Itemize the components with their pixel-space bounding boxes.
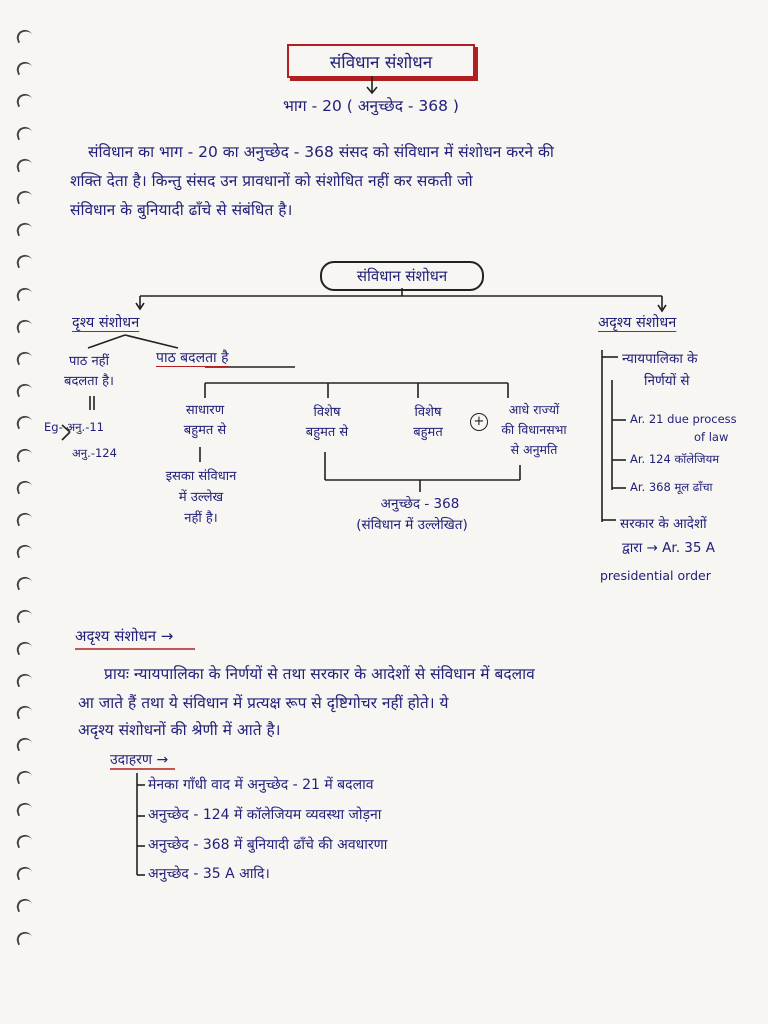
special-majority-line-2: बहुमत से bbox=[305, 425, 349, 440]
presidential-order: presidential order bbox=[600, 568, 711, 583]
page-title: संविधान संशोधन bbox=[329, 52, 433, 73]
section-para-line-2: आ जाते हैं तथा ये संविधान में प्रत्यक्ष रूप से दृष्टिगोचर नहीं होते। ये bbox=[78, 694, 449, 712]
example-art-11: Eg- अनु.-11 bbox=[44, 420, 104, 434]
judiciary-node bbox=[622, 348, 697, 392]
special-majority-line-1: विशेष bbox=[313, 405, 341, 420]
special-majority-node bbox=[282, 403, 372, 443]
intro-line-2: शक्ति देता है। किन्तु संसद उन प्रावधानों को संशोधित नहीं कर सकती जो bbox=[70, 172, 473, 190]
example-item-4: अनुच्छेद - 35 A आदि। bbox=[148, 866, 270, 882]
intro-line-3: संविधान के बुनियादी ढाँचे से संबंधित है। bbox=[70, 201, 293, 219]
ar21-item-cont: of law bbox=[694, 430, 729, 444]
example-item-1: मेनका गाँधी वाद में अनुच्छेद - 21 में बदलाव bbox=[148, 777, 374, 793]
text-unchanged-line-2: बदलता है। bbox=[64, 374, 114, 389]
text-unchanged-node bbox=[44, 352, 134, 392]
art-368-note: (संविधान में उल्लेखित) bbox=[356, 517, 468, 533]
intro-line-1: संविधान का भाग - 20 का अनुच्छेद - 368 संसद को संविधान में संशोधन करने की bbox=[88, 143, 554, 161]
ar21-item: Ar. 21 due process bbox=[630, 412, 737, 426]
states-consent-node bbox=[484, 400, 584, 460]
ar368-item: Ar. 368 मूल ढाँचा bbox=[630, 480, 713, 494]
simple-note-line-3: नहीं है। bbox=[184, 511, 218, 526]
ar124-item: Ar. 124 कॉलेजियम bbox=[630, 452, 720, 466]
examples-label: उदाहरण → bbox=[110, 752, 169, 768]
special-plus-line-2: बहुमत bbox=[413, 425, 443, 440]
simple-majority-node bbox=[160, 401, 250, 441]
section-para-line-3: अदृश्य संशोधनों की श्रेणी में आते है। bbox=[78, 721, 281, 739]
diagram-root-label: संविधान संशोधन bbox=[356, 267, 448, 285]
simple-note-line-2: में उल्लेख bbox=[178, 490, 224, 505]
states-line-1: आधे राज्यों bbox=[508, 402, 560, 417]
plus-icon: + bbox=[470, 413, 488, 431]
simple-majority-note bbox=[146, 466, 256, 529]
simple-majority-line-1: साधारण bbox=[185, 403, 225, 418]
simple-note-line-1: इसका संविधान bbox=[165, 469, 237, 484]
example-item-3: अनुच्छेद - 368 में बुनियादी ढाँचे की अवधारणा bbox=[148, 837, 388, 853]
government-orders-node bbox=[620, 512, 715, 560]
govt-line-1: सरकार के आदेशों bbox=[620, 516, 707, 532]
visible-amendment-label: दृश्य संशोधन bbox=[72, 315, 140, 331]
govt-line-2: द्वारा → Ar. 35 A bbox=[622, 540, 716, 556]
special-plus-line-1: विशेष bbox=[414, 405, 442, 420]
special-majority-plus-node bbox=[392, 403, 464, 443]
text-unchanged-line-1: पाठ नहीं bbox=[69, 354, 109, 369]
states-line-2: की विधानसभा bbox=[501, 422, 567, 437]
section-heading: अदृश्य संशोधन → bbox=[75, 627, 174, 645]
simple-majority-line-2: बहुमत से bbox=[183, 423, 227, 438]
invisible-amendment-label: अदृश्य संशोधन bbox=[598, 315, 677, 331]
section-para-line-1: प्रायः न्यायपालिका के निर्णयों से तथा सरकार के आदेशों से संविधान में बदलाव bbox=[104, 665, 535, 683]
art-368-node: अनुच्छेद - 368 bbox=[380, 496, 460, 512]
judiciary-line-2: निर्णयों से bbox=[644, 373, 690, 389]
diagram-root bbox=[320, 261, 484, 291]
judiciary-line-1: न्यायपालिका के bbox=[622, 351, 698, 367]
states-line-3: से अनुमति bbox=[510, 442, 558, 457]
example-art-124: अनु.-124 bbox=[72, 446, 117, 460]
text-changes-node: पाठ बदलता है bbox=[156, 350, 229, 366]
example-item-2: अनुच्छेद - 124 में कॉलेजियम व्यवस्था जोड़ना bbox=[148, 807, 382, 823]
part-reference: भाग - 20 ( अनुच्छेद - 368 ) bbox=[283, 97, 459, 115]
